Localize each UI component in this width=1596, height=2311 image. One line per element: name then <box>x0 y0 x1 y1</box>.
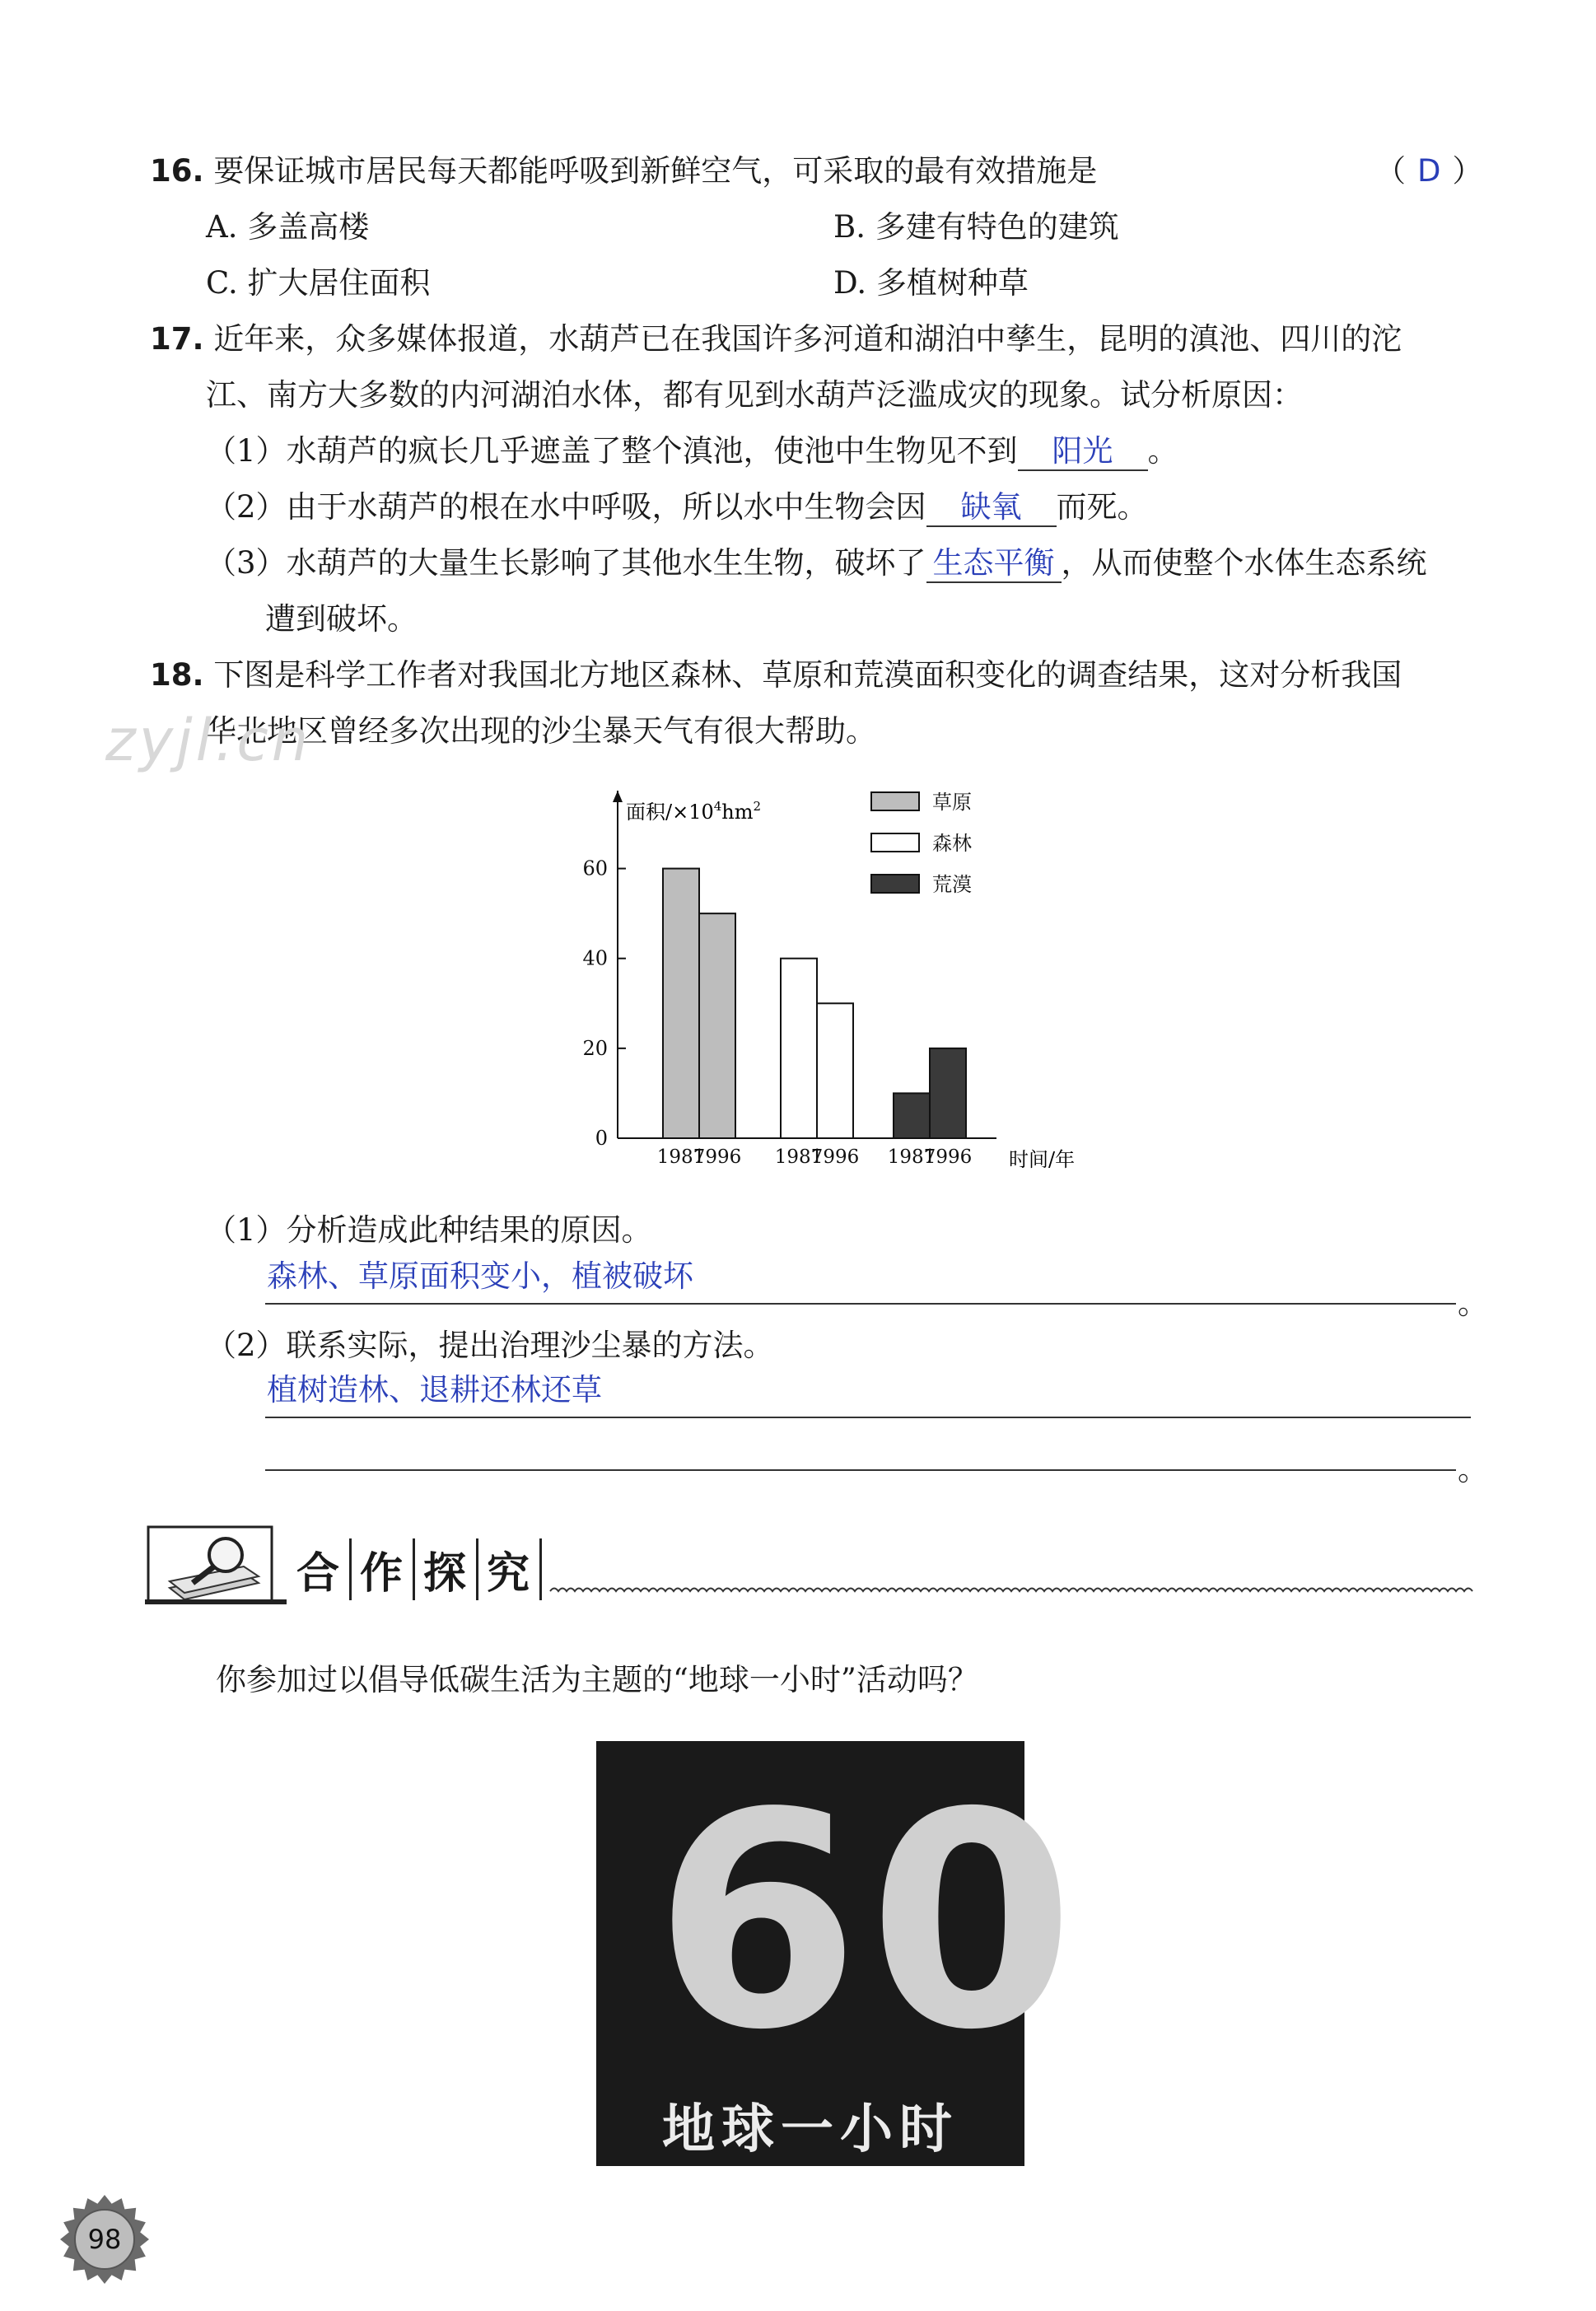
q17-part1-answer: 阳光 <box>1018 433 1148 471</box>
bar <box>781 959 817 1138</box>
y-tick-label: 60 <box>582 857 608 880</box>
y-axis-arrow <box>613 791 623 802</box>
section-char: 究 <box>478 1538 542 1600</box>
bracket-close: ） <box>1452 153 1483 189</box>
q18-part1: （1）分析造成此种结果的原因。 <box>206 1212 652 1248</box>
page-number: 98 <box>87 2224 122 2255</box>
legend-swatch <box>871 875 919 893</box>
q16-option-a: A. 多盖高楼 <box>206 209 370 245</box>
q16-option-b: B. 多建有特色的建筑 <box>833 209 1119 245</box>
y-tick-label: 20 <box>582 1036 608 1060</box>
section-char: 探 <box>415 1538 478 1600</box>
q18-part1-answer-line <box>265 1303 1456 1305</box>
q18-part2: （2）联系实际，提出治理沙尘暴的方法。 <box>206 1328 774 1363</box>
chart-ylabel <box>626 799 761 824</box>
q17-stem-line2: 江、南方大多数的内河湖泊水体，都有见到水葫芦泛滥成灾的现象。试分析原因： <box>206 377 1303 413</box>
q17-part2-answer: 缺氧 <box>926 489 1057 527</box>
q16-number: 16. <box>150 153 204 189</box>
legend-label: 森林 <box>932 832 972 855</box>
bar <box>894 1093 930 1138</box>
q17-part3-line2: 遭到破坏。 <box>265 601 418 637</box>
legend-swatch <box>871 833 919 852</box>
q16-stem-line <box>150 153 1097 189</box>
magnifier-book-icon <box>145 1524 285 1606</box>
section-title <box>288 1538 542 1600</box>
q16-answer: D <box>1417 153 1441 189</box>
q17-part1 <box>206 433 1178 471</box>
q17-part2-text: （2）由于水葫芦的根在水中呼吸，所以水中生物会因 <box>206 489 926 525</box>
page-number-badge <box>59 2194 150 2285</box>
q18-part2-period: 。 <box>1458 1452 1488 1487</box>
q17-stem-line1 <box>150 321 1402 357</box>
chart-legend <box>871 791 972 896</box>
q18-part2-answer-line2 <box>265 1469 1456 1471</box>
bar <box>663 869 699 1138</box>
ylabel-part: 4 <box>713 799 722 814</box>
x-tick-label: 1987 <box>887 1146 936 1168</box>
section-wavy-rule <box>550 1583 1472 1599</box>
q16-answer-bracket <box>1375 153 1483 189</box>
poster-caption: 地球一小时 <box>662 2099 959 2160</box>
q17-part2-end: 而死。 <box>1056 489 1148 525</box>
q17-part3-end: ，从而使整个水体生态系统 <box>1061 545 1427 581</box>
legend-swatch <box>871 792 919 810</box>
q18-part1-answer: 森林、草原面积变小，植被破坏 <box>267 1258 693 1294</box>
chart-bars <box>663 869 966 1138</box>
q17-part2 <box>206 489 1148 527</box>
bracket-open: （ <box>1375 153 1406 189</box>
ylabel-part: hm <box>721 801 754 824</box>
q18-part2-answer-line1 <box>265 1417 1471 1418</box>
legend-label: 荒漠 <box>932 873 972 896</box>
q17-part3 <box>206 545 1427 583</box>
x-tick-label: 1996 <box>923 1146 973 1168</box>
section-char: 作 <box>352 1538 415 1600</box>
x-tick-label: 1996 <box>693 1146 742 1168</box>
watermark: zyjl.cn <box>105 707 312 774</box>
bar <box>817 1003 853 1138</box>
q18-number: 18. <box>150 657 204 693</box>
section-char: 合 <box>288 1538 352 1600</box>
x-tick-label: 1987 <box>656 1146 706 1168</box>
earth-hour-poster <box>596 1741 1083 2166</box>
q18-stem-line2: 华北地区曾经多次出现的沙尘暴天气有很大帮助。 <box>206 713 876 749</box>
ylabel-part: 面积/×10 <box>626 801 714 824</box>
q17-part3-text: （3）水葫芦的大量生长影响了其他水生生物，破坏了 <box>206 545 926 581</box>
q17-number: 17. <box>150 321 204 357</box>
q18-stem-line1 <box>150 657 1402 693</box>
bar <box>699 913 735 1138</box>
q17-part1-text: （1）水葫芦的疯长几乎遮盖了整个滇池，使池中生物见不到 <box>206 433 1018 469</box>
q17-part1-end: 。 <box>1147 433 1178 469</box>
q18-part2-answer: 植树造林、退耕还林还草 <box>267 1372 602 1408</box>
x-tick-label: 1996 <box>810 1146 860 1168</box>
q16-option-d: D. 多植树种草 <box>833 265 1029 301</box>
q17-part3-answer: 生态平衡 <box>926 545 1062 583</box>
y-tick-label: 0 <box>595 1127 608 1150</box>
area-bar-chart <box>560 782 1120 1186</box>
ylabel-part: 2 <box>753 799 762 814</box>
chart-xlabel: 时间/年 <box>1009 1148 1076 1171</box>
q18-stem-text1: 下图是科学工作者对我国北方地区森林、草原和荒漠面积变化的调查结果，这对分析我国 <box>213 657 1402 693</box>
closing-question: 你参加过以倡导低碳生活为主题的“地球一小时”活动吗？ <box>216 1662 978 1697</box>
q17-stem-text1: 近年来，众多媒体报道，水葫芦已在我国许多河道和湖泊中孳生，昆明的滇池、四川的沱 <box>213 321 1402 357</box>
section-underline-bar <box>145 1599 287 1604</box>
y-tick-label: 40 <box>582 946 608 970</box>
q16-option-c: C. 扩大居住面积 <box>206 265 431 301</box>
bar <box>930 1048 966 1138</box>
poster-number: 60 <box>654 1749 1083 2094</box>
legend-label: 草原 <box>932 791 972 814</box>
q18-part1-period: 。 <box>1458 1286 1488 1321</box>
x-tick-label: 1987 <box>774 1146 824 1168</box>
q16-stem: 要保证城市居民每天都能呼吸到新鲜空气，可采取的最有效措施是 <box>213 153 1098 189</box>
